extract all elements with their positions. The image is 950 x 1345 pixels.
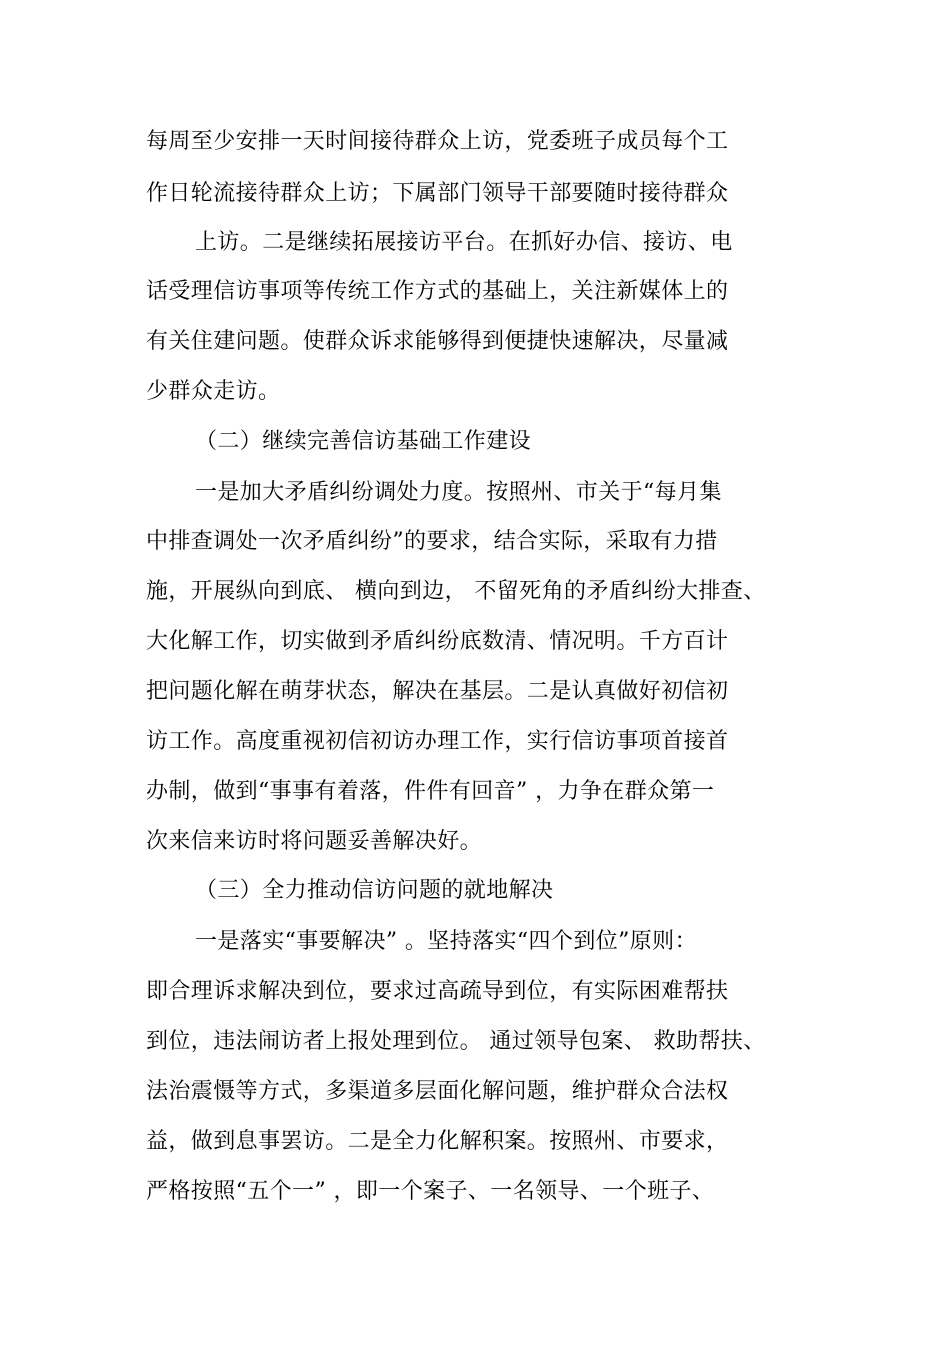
text-line: 一是落实“事要解决” 。坚持落实“四个到位”原则：	[195, 929, 697, 954]
text-line: 到位，违法闹访者上报处理到位。 通过领导包案、 救助帮扶、	[146, 1029, 766, 1054]
text-line: 话受理信访事项等传统工作方式的基础上，关注新媒体上的	[146, 279, 729, 304]
text-line: 访工作。高度重视初信初访办理工作，实行信访事项首接首	[146, 729, 729, 754]
text-line: 办制，做到“事事有着落，件件有回音” ，力争在群众第一	[146, 779, 715, 804]
text-line: 一是加大矛盾纠纷调处力度。按照州、市关于“每月集	[195, 480, 722, 505]
section-heading: （二）继续完善信访基础工作建设	[195, 429, 532, 454]
text-line: 有关住建问题。使群众诉求能够得到便捷快速解决，尽量减	[146, 329, 729, 354]
section-heading: （三）全力推动信访问题的就地解决	[195, 878, 554, 903]
text-line: 把问题化解在萌芽状态，解决在基层。二是认真做好初信初	[146, 679, 729, 704]
text-line: 即合理诉求解决到位，要求过高疏导到位，有实际困难帮扶	[146, 979, 729, 1004]
text-line: 法治震慑等方式，多渠道多层面化解问题，维护群众合法权	[146, 1079, 729, 1104]
text-line: 大化解工作，切实做到矛盾纠纷底数清、情况明。千方百计	[146, 629, 729, 654]
text-line: 上访。二是继续拓展接访平台。在抓好办信、接访、电	[195, 230, 733, 255]
text-line: 少群众走访。	[146, 379, 281, 404]
text-line: 益，做到息事罢访。二是全力化解积案。按照州、市要求，	[146, 1129, 729, 1154]
text-line: 作日轮流接待群众上访；下属部门领导干部要随时接待群众	[146, 181, 729, 206]
text-line: 严格按照“五个一” ，即一个案子、一名领导、一个班子、	[146, 1179, 715, 1204]
text-line: 每周至少安排一天时间接待群众上访，党委班子成员每个工	[146, 129, 729, 154]
text-line: 中排查调处一次矛盾纠纷”的要求，结合实际，采取有力措	[146, 529, 718, 554]
text-line: 施，开展纵向到底、 横向到边， 不留死角的矛盾纠纷大排查、	[146, 579, 766, 604]
text-line: 次来信来访时将问题妥善解决好。	[146, 829, 483, 854]
